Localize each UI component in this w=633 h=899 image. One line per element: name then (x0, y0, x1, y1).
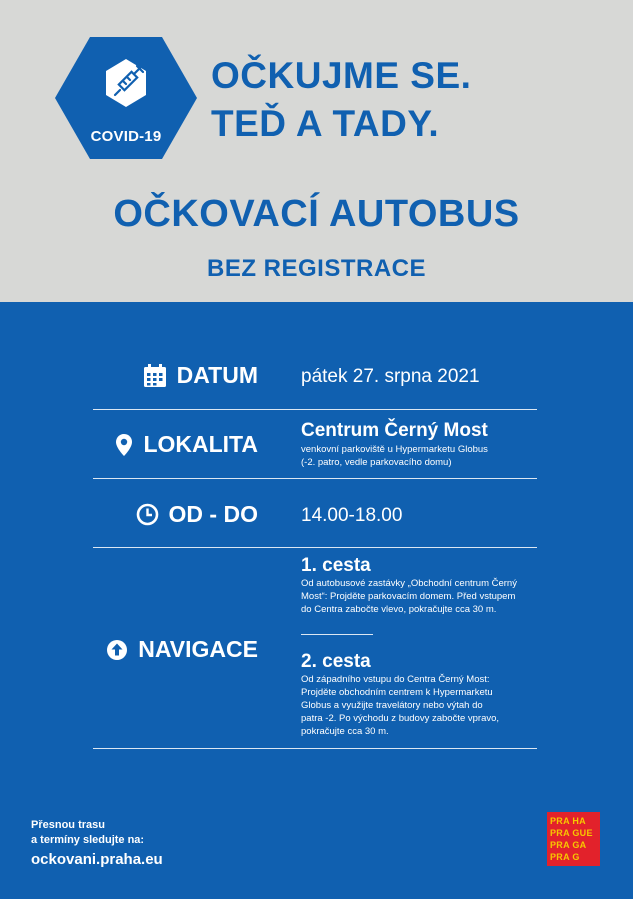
headline-line-2: TEĎ A TADY. (211, 103, 440, 144)
covid-label: COVID-19 (90, 128, 162, 145)
logo-line: PRA HA (550, 816, 586, 826)
route1-title: 1. cesta (301, 555, 371, 576)
route1-line: Od autobusové zastávky „Obchodní centrum Černý (301, 578, 517, 589)
arrow-up-circle-icon (106, 639, 128, 661)
footer-note-line: Přesnou trasu (31, 819, 105, 831)
navigace-label (106, 636, 258, 663)
lokalita-detail (301, 443, 541, 469)
headline (211, 52, 471, 148)
page-title: OČKOVACÍ AUTOBUS (113, 193, 520, 235)
lokalita-detail-line: venkovní parkoviště u Hypermarketu Globus (301, 444, 488, 455)
lokalita-detail-line: (-2. patro, vedle parkovacího domu) (301, 457, 452, 468)
covid-badge (55, 37, 197, 159)
route2-text (301, 673, 541, 738)
logo-line: PRA GUE (550, 828, 593, 838)
route1-text (301, 577, 541, 616)
route2-line: Od západního vstupu do Centra Černý Most: (301, 674, 490, 685)
location-pin-icon (115, 433, 133, 457)
datum-label (143, 362, 258, 389)
divider (93, 748, 537, 749)
praha-logo (547, 812, 600, 866)
footer-note (31, 818, 144, 848)
lokalita-value: Centrum Černý Most (301, 420, 488, 441)
route1-line: Most“: Projděte parkovacím domem. Před vstupem (301, 591, 516, 602)
datum-value: pátek 27. srpna 2021 (301, 366, 480, 387)
navigace-label-text: NAVIGACE (138, 636, 258, 662)
route2-line: patra -2. Po východu z budovy zabočte vpravo, (301, 713, 500, 724)
oddo-label-text: OD - DO (168, 501, 258, 527)
lokalita-label-text: LOKALITA (143, 431, 258, 457)
footer-note-line: a termíny sledujte na: (31, 834, 145, 846)
datum-label-text: DATUM (176, 362, 258, 388)
route2-title: 2. cesta (301, 651, 371, 672)
footer-url-link[interactable]: ockovani.praha.eu (31, 851, 163, 868)
oddo-label (136, 501, 258, 528)
headline-line-1: OČKUJME SE. (211, 55, 472, 96)
route2-line: pokračujte cca 30 m. (301, 726, 389, 737)
route-divider (301, 634, 373, 635)
calendar-icon (143, 364, 167, 388)
route1-line: do Centra zabočte vlevo, pokračujte cca 30 m. (301, 604, 497, 615)
logo-line: PRA G (550, 852, 580, 862)
page-subtitle: BEZ REGISTRACE (206, 255, 426, 282)
header-band (0, 0, 633, 302)
route2-line: Projděte obchodním centrem k Hypermarketu (301, 687, 493, 698)
logo-line: PRA GA (550, 840, 587, 850)
oddo-value: 14.00-18.00 (301, 505, 403, 526)
divider (93, 478, 537, 479)
lokalita-label (115, 431, 258, 458)
clock-icon (136, 503, 159, 526)
divider (93, 409, 537, 410)
route2-line: Globus a využijte travelátory nebo výtah do (301, 700, 483, 711)
divider (93, 547, 537, 548)
